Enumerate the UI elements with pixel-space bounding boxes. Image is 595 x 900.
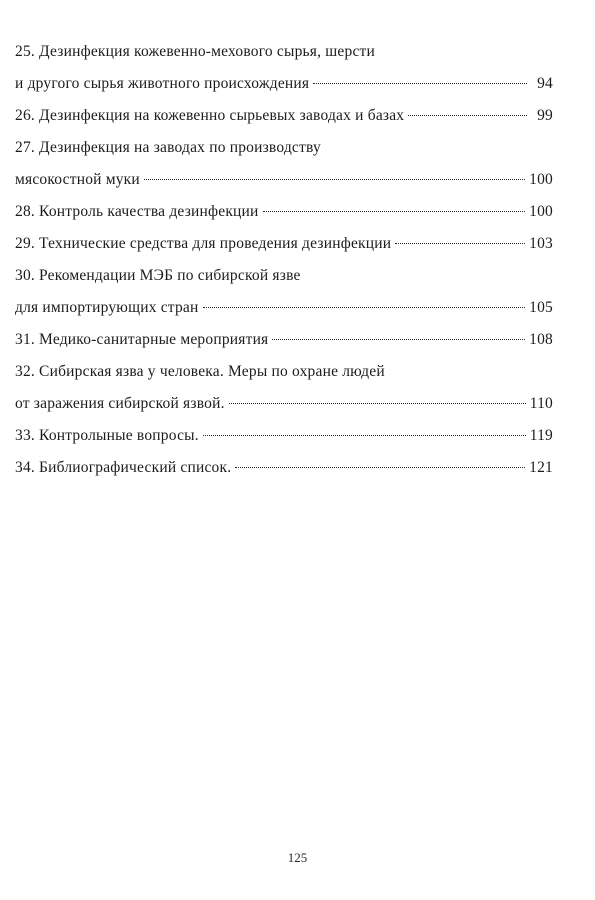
toc-entry-title-cont: мясокостной муки [15, 171, 140, 188]
dot-leader [203, 307, 526, 308]
toc-entry-last-line [15, 324, 553, 356]
dot-leader [203, 435, 526, 436]
toc-entry-title: 31. Медико-санитарные мероприятия [15, 331, 269, 348]
toc-entry-last-line [15, 164, 553, 196]
toc-entry [15, 228, 553, 260]
toc-entry [15, 420, 553, 452]
toc-entry-last-line [15, 68, 553, 100]
dot-leader [144, 179, 525, 180]
toc-entry-page: 100 [529, 203, 553, 220]
toc-entry-page: 110 [529, 395, 553, 412]
toc-entry-page: 105 [529, 299, 553, 316]
dot-leader [313, 83, 527, 84]
toc-entry-title: 26. Дезинфекция на кожевенно сырьевых заводах и базах [15, 107, 405, 124]
table-of-contents [15, 36, 553, 484]
toc-entry-first-line [15, 36, 553, 68]
dot-leader [263, 211, 526, 212]
toc-entry-last-line [15, 100, 553, 132]
toc-entry [15, 324, 553, 356]
toc-entry [15, 132, 553, 196]
toc-entry-page: 94 [537, 75, 553, 92]
dot-leader [229, 403, 526, 404]
toc-entry-last-line [15, 388, 553, 420]
toc-entry-page: 121 [529, 459, 553, 476]
dot-leader [272, 339, 525, 340]
toc-entry [15, 260, 553, 324]
toc-entry-page: 99 [537, 107, 553, 124]
toc-entry [15, 36, 553, 100]
toc-entry-first-line [15, 132, 553, 164]
toc-entry-title: 32. Сибирская язва у человека. Меры по охране людей [15, 363, 385, 380]
dot-leader [235, 467, 525, 468]
toc-entry-last-line [15, 292, 553, 324]
toc-entry-title: 29. Технические средства для проведения дезинфекции [15, 235, 392, 252]
toc-entry-title-cont: для импортирующих стран [15, 299, 199, 316]
toc-entry [15, 100, 553, 132]
page-number: 125 [287, 850, 308, 865]
toc-entry-page: 100 [529, 171, 553, 188]
dot-leader [408, 115, 527, 116]
toc-entry-title: 34. Библиографический список. [15, 459, 232, 476]
toc-entry [15, 452, 553, 484]
toc-entry-title: 33. Контролыные вопросы. [15, 427, 199, 444]
toc-entry-title: 30. Рекомендации МЭБ по сибирской язве [15, 267, 301, 284]
toc-entry-first-line [15, 260, 553, 292]
toc-entry [15, 196, 553, 228]
dot-leader [395, 243, 525, 244]
toc-entry-last-line [15, 228, 553, 260]
toc-entry-title-cont: от заражения сибирской язвой. [15, 395, 225, 412]
toc-entry-last-line [15, 452, 553, 484]
toc-entry-title: 25. Дезинфекция кожевенно-мехового сырья, шерсти [15, 43, 375, 60]
toc-entry-page: 119 [529, 427, 553, 444]
toc-entry [15, 356, 553, 420]
toc-entry-page: 108 [529, 331, 553, 348]
toc-entry-last-line [15, 196, 553, 228]
toc-entry-title-cont: и другого сырья животного происхождения [15, 75, 310, 92]
toc-entry-title: 27. Дезинфекция на заводах по производству [15, 139, 321, 156]
toc-entry-title: 28. Контроль качества дезинфекции [15, 203, 259, 220]
toc-entry-page: 103 [529, 235, 553, 252]
toc-entry-first-line [15, 356, 553, 388]
toc-entry-last-line [15, 420, 553, 452]
